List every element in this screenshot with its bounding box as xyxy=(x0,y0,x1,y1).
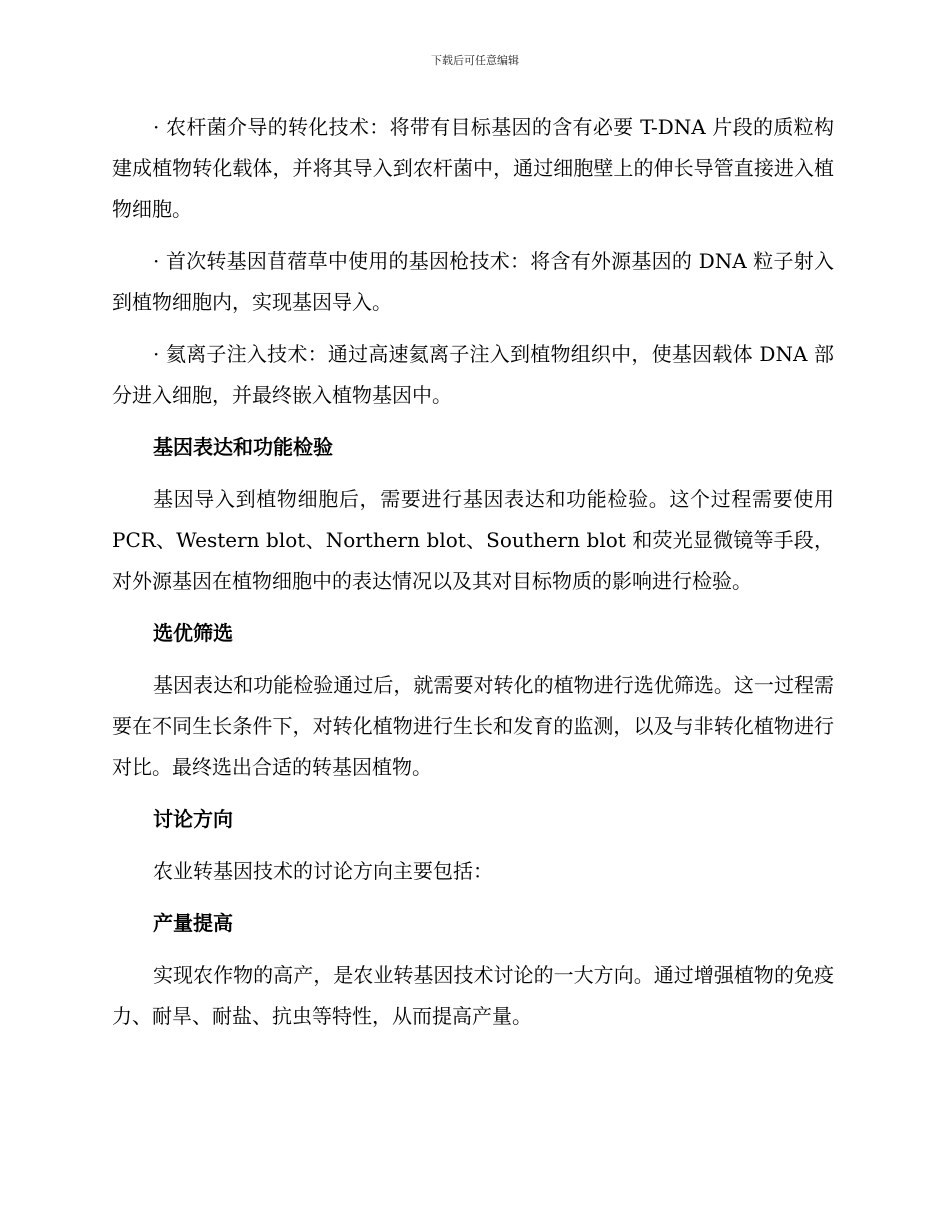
section-heading-yield: 产量提高 xyxy=(153,911,233,935)
paragraph-selection: 基因表达和功能检验通过后，就需要对转化的植物进行选优筛选。这一过程需要在不同生长条件下，对转化植物进行生长和发育的监测，以及与非转化植物进行对比。最终选出合适的转基因植物。 xyxy=(112,673,834,779)
page-header: 下载后可任意编辑 xyxy=(431,54,519,67)
section-heading-selection: 选优筛选 xyxy=(153,621,233,645)
paragraph-expression: 基因导入到植物细胞后，需要进行基因表达和功能检验。这个过程需要使用 PCR、Western blot、Northern blot、Southern blot 和荧光显微镜等手段，对外源基因在植物细胞中的表达情况以及其对目标物质的影响进行检验。 xyxy=(112,487,834,593)
document-body xyxy=(112,107,834,1048)
paragraph-yield: 实现农作物的高产，是农业转基因技术讨论的一大方向。通过增强植物的免疫力、耐旱、耐盐、抗虫等特性，从而提高产量。 xyxy=(112,963,834,1028)
paragraph-discussion: 农业转基因技术的讨论方向主要包括： xyxy=(153,859,493,883)
section-heading-expression: 基因表达和功能检验 xyxy=(153,435,333,459)
section-heading-discussion: 讨论方向 xyxy=(153,807,233,831)
bullet-ion-injection: · 氦离子注入技术：通过高速氦离子注入到植物组织中，使基因载体 DNA 部分进入细胞，并最终嵌入植物基因中。 xyxy=(112,342,834,407)
bullet-gene-gun: · 首次转基因苜蓿草中使用的基因枪技术：将含有外源基因的 DNA 粒子射入到植物细胞内，实现基因导入。 xyxy=(112,249,834,314)
bullet-agrobacterium: · 农杆菌介导的转化技术：将带有目标基因的含有必要 T-DNA 片段的质粒构建成植物转化载体，并将其导入到农杆菌中，通过细胞壁上的伸长导管直接进入植物细胞。 xyxy=(112,115,834,221)
